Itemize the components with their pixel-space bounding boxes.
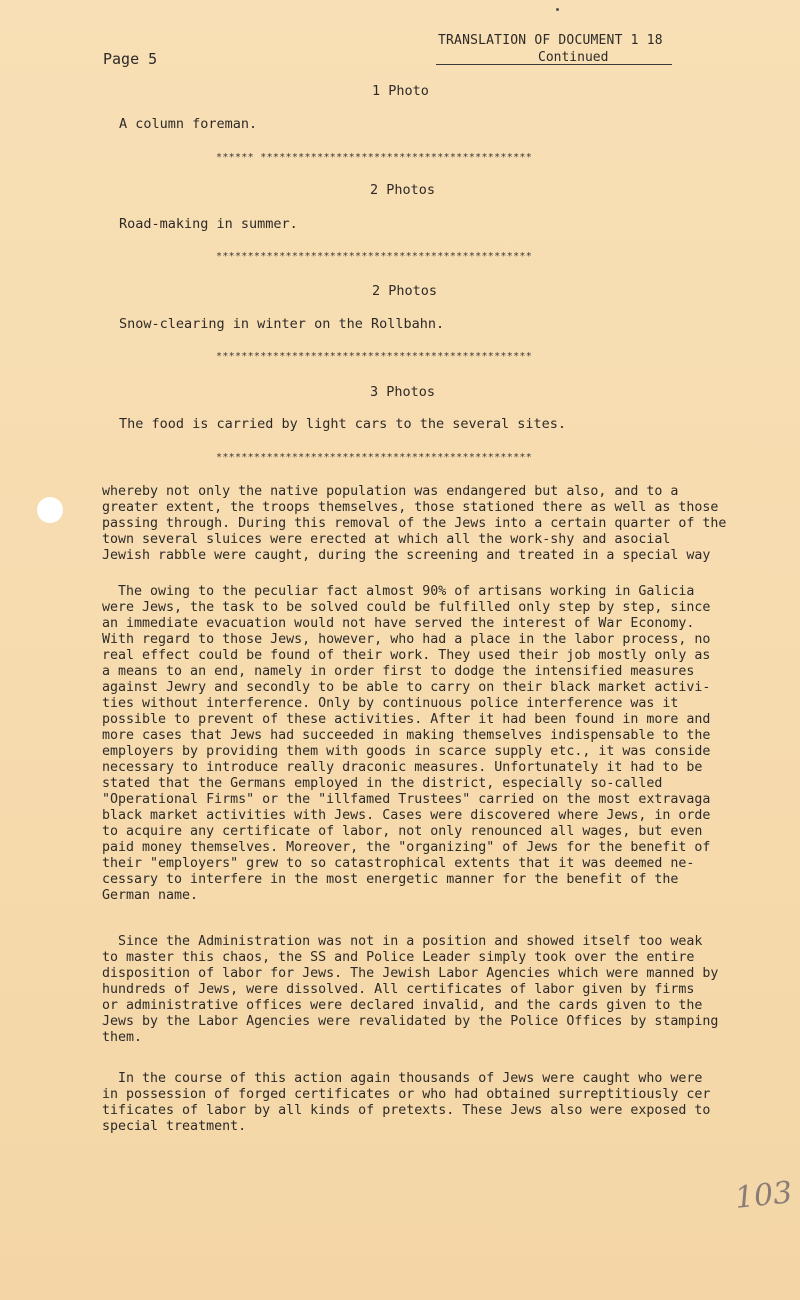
text-line: a means to an end, namely in order first to dodge the intensified measures (102, 664, 695, 679)
text-line: stated that the Germans employed in the district, especially so-called (102, 776, 663, 791)
text-line: real effect could be found of their work. They used their job mostly only as (102, 648, 711, 663)
text-line: hundreds of Jews, were dissolved. All certificates of labor given by firms (102, 982, 695, 997)
header-rule (436, 64, 672, 65)
text-line: necessary to introduce really draconic measures. Unfortunately it had to be (102, 760, 703, 775)
text-line: possible to prevent of these activities. After it had been found in more and (102, 712, 711, 727)
text-line: tificates of labor by all kinds of pretexts. These Jews also were exposed to (102, 1103, 711, 1118)
photo-caption: The food is carried by light cars to the several sites. (119, 416, 567, 432)
paragraph-4 (102, 1071, 742, 1135)
text-line: in possession of forged certificates or who had obtained surreptitiously cer (102, 1087, 711, 1102)
text-line: more cases that Jews had succeeded in making themselves indispensable to the (102, 728, 711, 743)
punch-hole (37, 497, 63, 523)
paragraph-2 (102, 584, 742, 904)
text-line: them. (102, 1030, 143, 1045)
text-line: employers by providing them with goods in scarce supply etc., it was conside (102, 744, 711, 759)
text-line: passing through. During this removal of the Jews into a certain quarter of the (102, 516, 727, 531)
document-title: TRANSLATION OF DOCUMENT 1 18 (438, 33, 663, 48)
handwritten-page-mark: 103 (733, 1175, 794, 1216)
text-line: "Operational Firms" or the "illfamed Trustees" carried on the most extravaga (102, 792, 711, 807)
photo-caption: Road-making in summer. (119, 216, 298, 232)
text-line: cessary to interfere in the most energetic manner for the benefit of the (102, 872, 679, 887)
text-line: ties without interference. Only by continuous police interference was it (102, 696, 679, 711)
paragraph-1 (102, 484, 742, 564)
photo-count: 1 Photo (372, 83, 429, 99)
text-line: an immediate evacuation would not have served the interest of War Economy. (102, 616, 695, 631)
text-line: against Jewry and secondly to be able to carry on their black market activi- (102, 680, 711, 695)
text-line: were Jews, the task to be solved could be fulfilled only step by step, since (102, 600, 711, 615)
photo-count: 3 Photos (370, 384, 436, 400)
text-line: paid money themselves. Moreover, the "organizing" of Jews for the benefit of (102, 840, 711, 855)
punch-mark (556, 8, 559, 11)
star-separator: ************************************************** (216, 351, 533, 362)
star-separator: ************************************************** (216, 452, 533, 463)
text-line: In the course of this action again thousands of Jews were caught who were (102, 1071, 703, 1086)
photo-count: 2 Photos (370, 182, 436, 198)
photo-caption: Snow-clearing in winter on the Rollbahn. (119, 316, 445, 332)
document-subtitle: Continued (538, 50, 609, 65)
photo-caption: A column foreman. (119, 116, 258, 132)
paragraph-3 (102, 934, 742, 1046)
text-line: town several sluices were erected at which all the work-shy and asocial (102, 532, 671, 547)
text-line: to master this chaos, the SS and Police Leader simply took over the entire (102, 950, 695, 965)
text-line: their "employers" grew to so catastrophical extents that it was deemed ne- (102, 856, 695, 871)
text-line: Jewish rabble were caught, during the screening and treated in a special way (102, 548, 711, 563)
star-separator: ****** ******************************************* (216, 152, 533, 163)
text-line: or administrative offices were declared invalid, and the cards given to the (102, 998, 703, 1013)
star-separator: ************************************************** (216, 251, 533, 262)
text-line: With regard to those Jews, however, who had a place in the labor process, no (102, 632, 711, 647)
text-line: special treatment. (102, 1119, 247, 1134)
text-line: whereby not only the native population was endangered but also, and to a (102, 484, 679, 499)
text-line: greater extent, the troops themselves, those stationed there as well as those (102, 500, 719, 515)
text-line: Since the Administration was not in a position and showed itself too weak (102, 934, 703, 949)
photo-count: 2 Photos (372, 283, 438, 299)
text-line: disposition of labor for Jews. The Jewish Labor Agencies which were manned by (102, 966, 719, 981)
text-line: The owing to the peculiar fact almost 90% of artisans working in Galicia (102, 584, 695, 599)
text-line: black market activities with Jews. Cases were discovered where Jews, in orde (102, 808, 711, 823)
text-line: Jews by the Labor Agencies were revalidated by the Police Offices by stamping (102, 1014, 719, 1029)
text-line: to acquire any certificate of labor, not only renounced all wages, but even (102, 824, 703, 839)
text-line: German name. (102, 888, 199, 903)
page-number: Page 5 (103, 50, 158, 68)
